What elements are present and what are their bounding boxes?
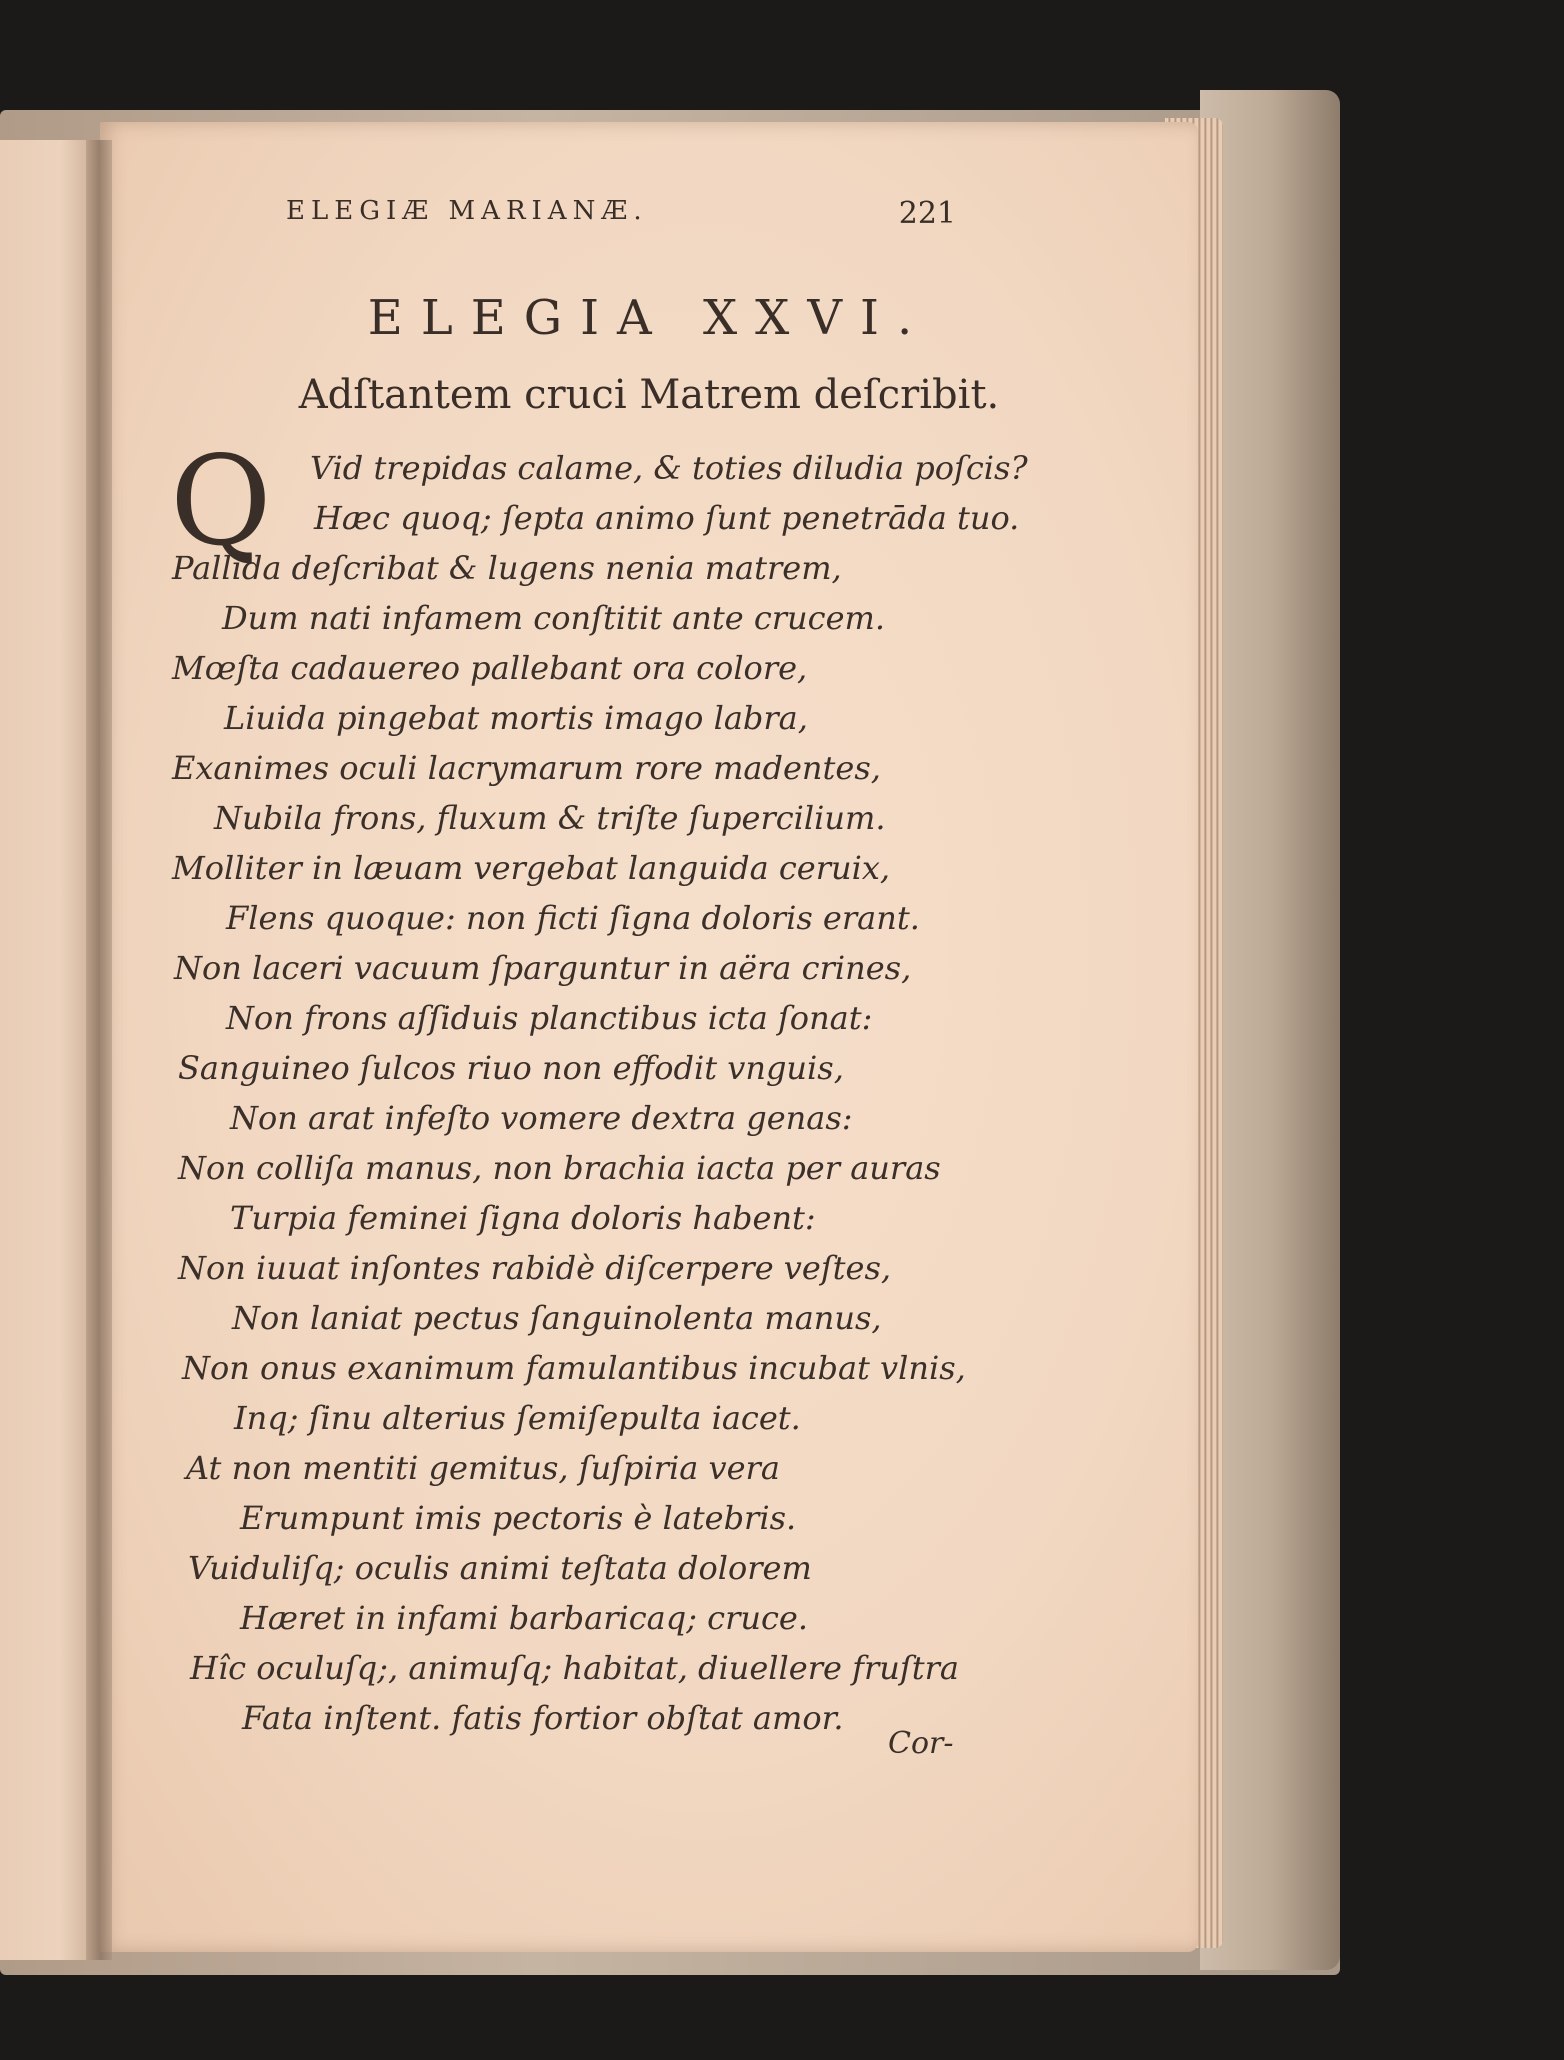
verse-line: Non arat infeſto vomere dextra genas: [230, 1099, 853, 1137]
verse-line: Non laceri vacuum ſparguntur in aëra crines, [174, 949, 912, 987]
verse-line: Nubila frons, fluxum & triſte ſupercilium. [214, 799, 886, 837]
verse-line: At non mentiti gemitus, ſuſpiria vera [186, 1449, 780, 1487]
verse-line: Non onus exanimum famulantibus incubat vlnis, [182, 1349, 966, 1387]
verse-line: Vid trepidas calame, & toties diludia poſcis? [310, 449, 1028, 487]
verse-line: Liuida pingebat mortis imago labra, [224, 699, 808, 737]
page-number: 221 [898, 196, 956, 231]
verse-line: Fata inſtent. fatis fortior obſtat amor. [242, 1699, 844, 1737]
drop-cap: Q [170, 430, 272, 574]
verse-line: Hæret in infami barbaricaq; cruce. [240, 1599, 809, 1637]
elegy-heading: ELEGIA XXVI. [367, 290, 931, 346]
left-page [0, 140, 100, 1960]
catchword: Cor- [888, 1726, 954, 1761]
verse-line: Flens quoque: non ficti ſigna doloris erant. [226, 899, 920, 937]
verse-line: Non iuuat inſontes rabidè diſcerpere veſtes, [178, 1249, 892, 1287]
verse-line: Hîc oculuſq;, animuſq; habitat, diuellere fruſtra [190, 1649, 959, 1687]
verse-line: Inq; ſinu alterius ſemiſepulta iacet. [234, 1399, 801, 1437]
running-head-title: ELEGIÆ MARIANÆ. [286, 196, 648, 226]
verse-line: Turpia feminei ſigna doloris habent: [230, 1199, 816, 1237]
verse-line: Mœſta cadauereo pallebant ora colore, [172, 649, 808, 687]
verse-line: Exanimes oculi lacrymarum rore madentes, [172, 749, 881, 787]
verse-line: Dum nati infamem conſtitit ante crucem. [222, 599, 886, 637]
running-head [286, 196, 956, 236]
verse-line: Vuiduliſq; oculis animi teſtata dolorem [188, 1549, 812, 1587]
verse-line: Erumpunt imis pectoris è latebris. [240, 1499, 797, 1537]
elegy-subheading: Adſtantem cruci Matrem deſcribit. [298, 372, 1000, 418]
verse-line: Sanguineo ſulcos riuo non effodit vnguis, [178, 1049, 844, 1087]
verse-line: Non frons aſſiduis planctibus icta ſonat: [226, 999, 873, 1037]
verse-line: Non colliſa manus, non brachia iacta per auras [178, 1149, 941, 1187]
verse-line: Non laniat pectus ſanguinolenta manus, [232, 1299, 882, 1337]
verse-line: Pallida deſcribat & lugens nenia matrem, [172, 549, 842, 587]
verse-line: Molliter in læuam vergebat languida ceruix, [172, 849, 891, 887]
verse-line: Hæc quoq; ſepta animo ſunt penetrāda tuo. [314, 499, 1020, 537]
